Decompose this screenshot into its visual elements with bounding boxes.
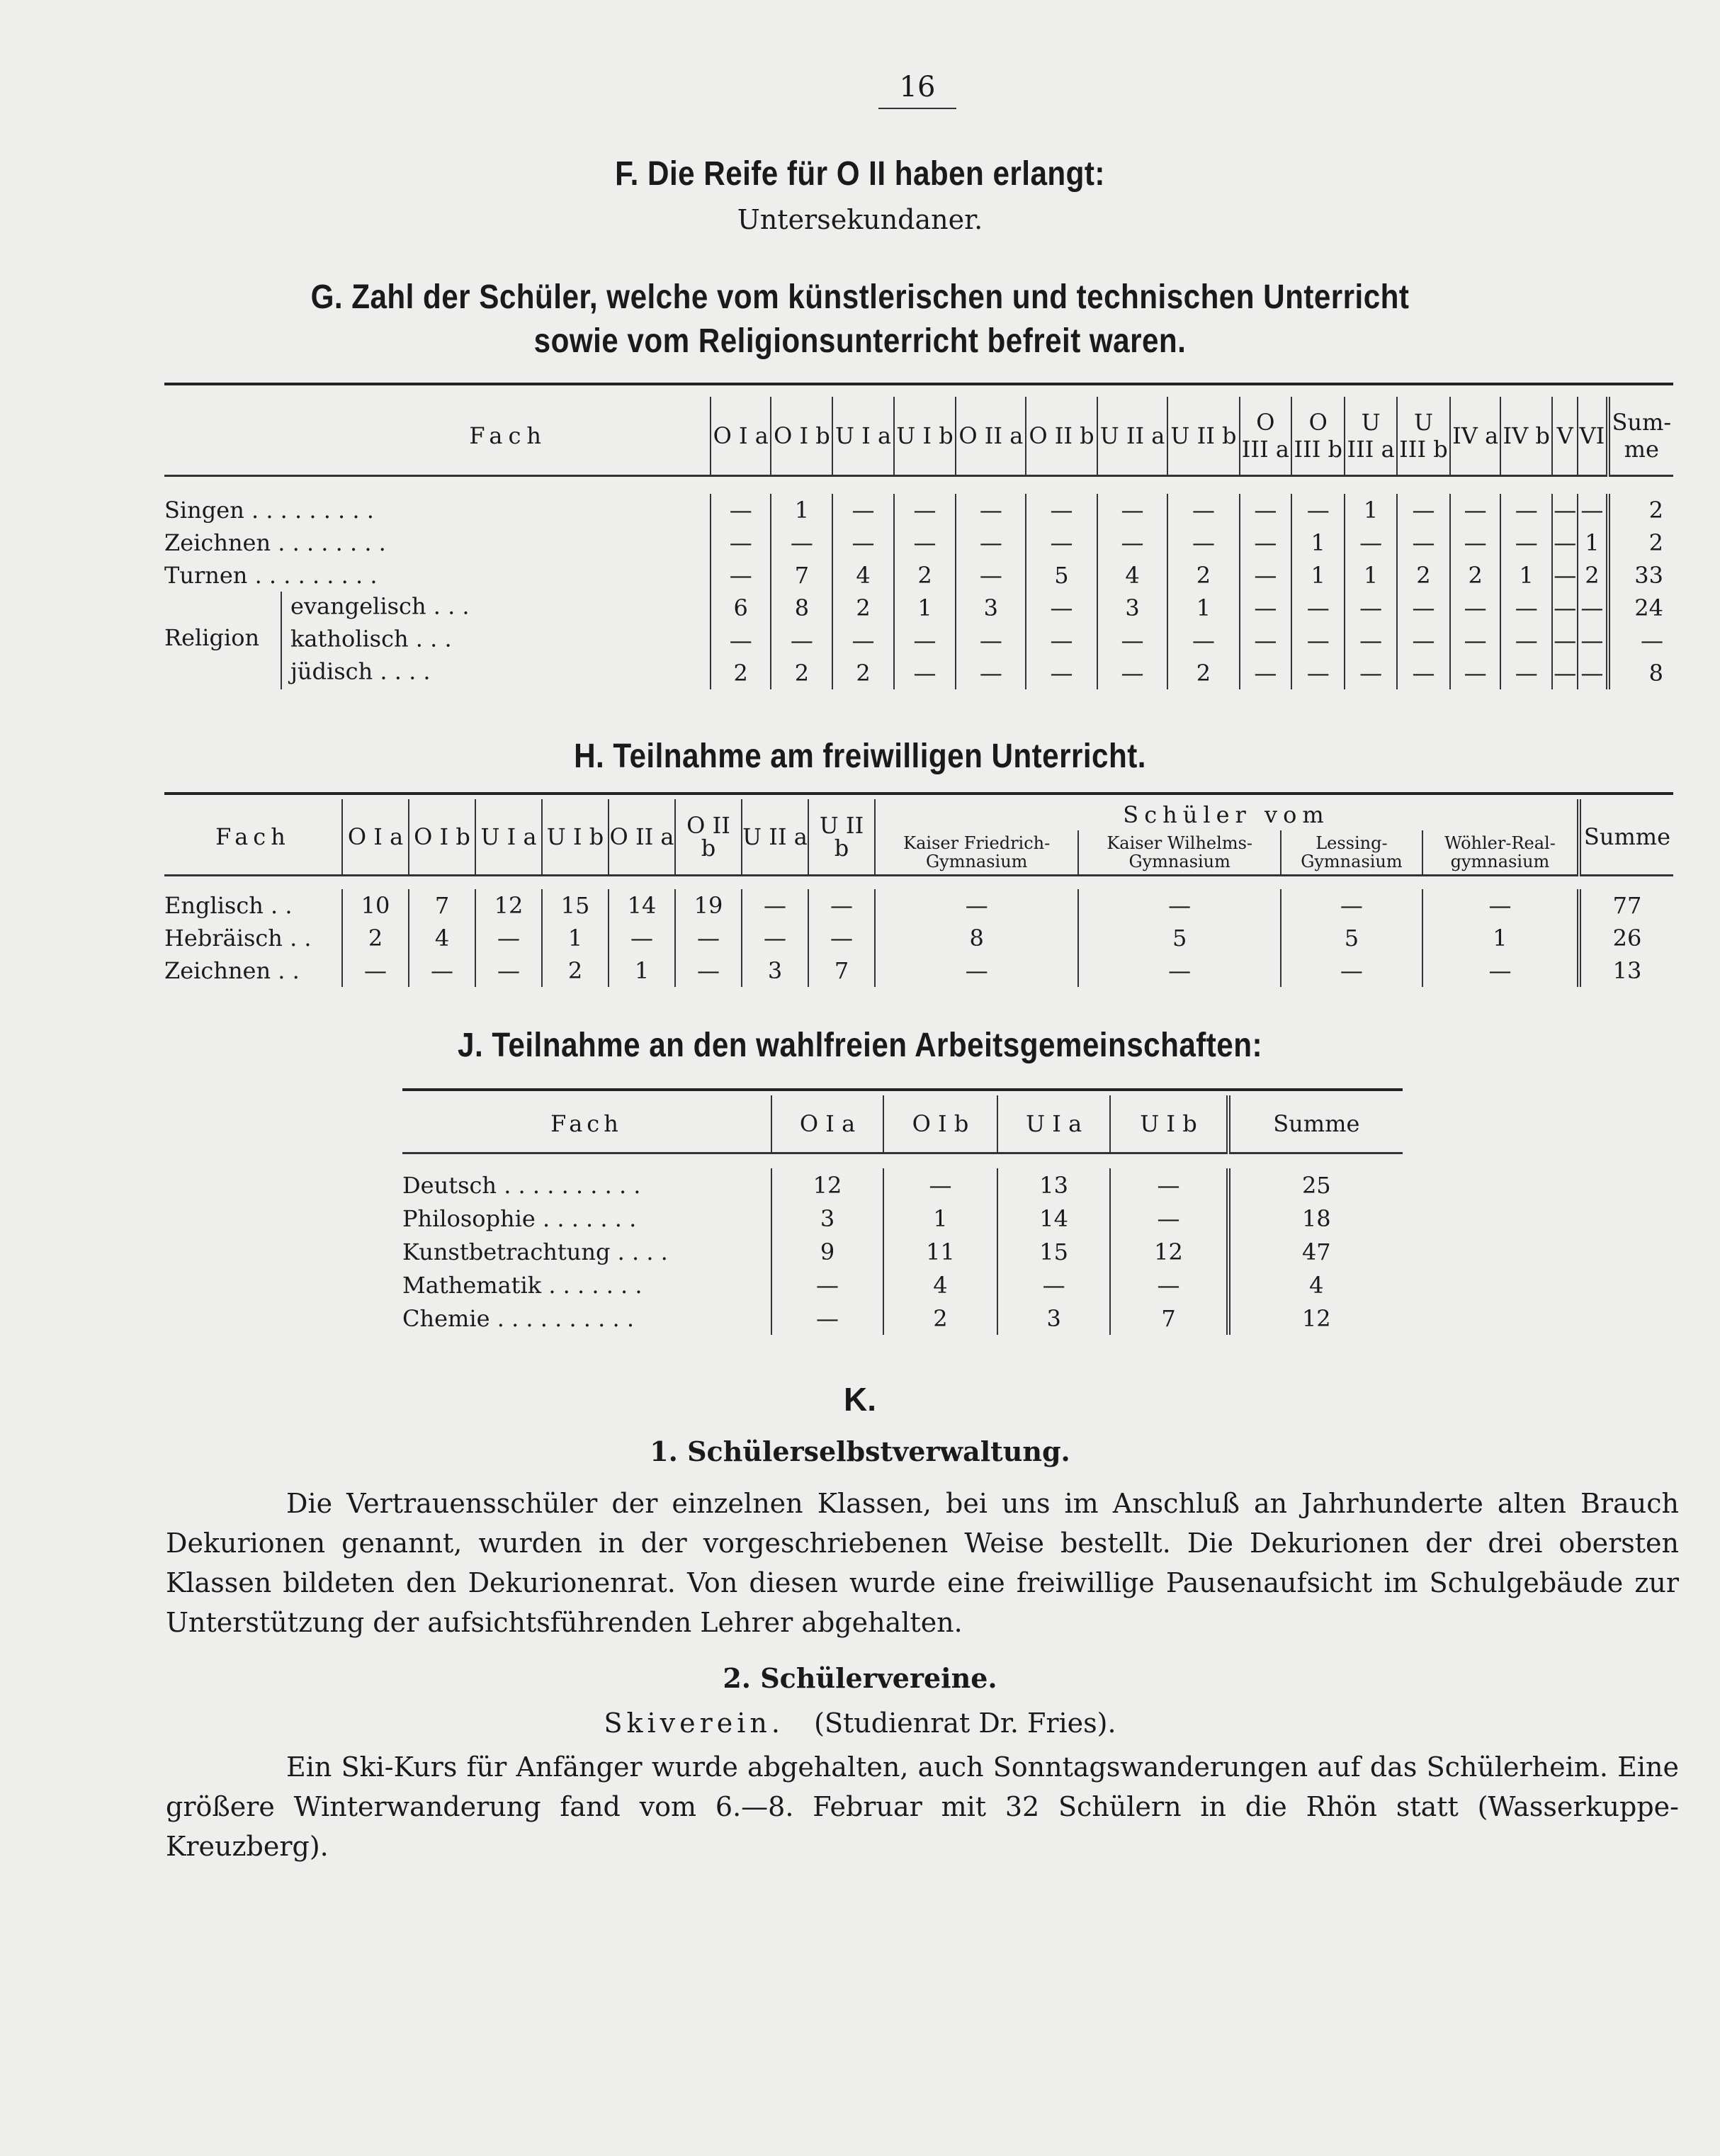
- table-cell: 2: [894, 559, 956, 592]
- table-row: [164, 624, 1673, 657]
- table-cell: 11: [883, 1235, 997, 1268]
- table-cell: —: [711, 494, 771, 526]
- column-header: IV a: [1450, 397, 1500, 476]
- table-cell-sum: 2: [1608, 494, 1673, 526]
- table-cell: 2: [771, 657, 832, 689]
- table-cell: 1: [1291, 526, 1345, 559]
- row-group-label: Religion: [164, 624, 260, 651]
- table-j-top-rule: [402, 1088, 1403, 1091]
- table-cell: —: [342, 954, 409, 987]
- brace-line: [281, 592, 282, 624]
- table-cell: —: [1397, 592, 1450, 624]
- table-cell: 1: [894, 592, 956, 624]
- table-cell: 2: [1450, 559, 1500, 592]
- column-header-school: Kaiser Friedrich- Gymnasium: [875, 830, 1078, 876]
- table-cell: 4: [883, 1268, 997, 1302]
- table-cell: —: [1552, 624, 1578, 657]
- table-cell: —: [894, 624, 956, 657]
- table-cell: 1: [1578, 526, 1607, 559]
- ski-club-leader: (Studienrat Dr. Fries).: [814, 1708, 1116, 1739]
- column-header-schueler-vom: Schüler vom: [875, 799, 1579, 830]
- table-row: [164, 922, 1673, 954]
- section-k-heading: K.: [844, 1381, 876, 1418]
- column-header: U II a: [1097, 397, 1168, 476]
- table-cell: —: [409, 954, 475, 987]
- table-cell: 15: [542, 889, 609, 922]
- table-g-body: [164, 476, 1673, 690]
- table-g: [164, 397, 1673, 689]
- table-cell: —: [1097, 657, 1168, 689]
- table-row: [164, 494, 1673, 526]
- row-label: [164, 657, 711, 689]
- table-cell: 1: [542, 922, 609, 954]
- column-header-summe: Sum- me: [1608, 397, 1673, 476]
- table-row: [402, 1168, 1403, 1202]
- table-cell: 1: [1345, 559, 1397, 592]
- table-row: [164, 526, 1673, 559]
- table-cell: —: [1450, 657, 1500, 689]
- section-k-sub2-paragraph: Ein Ski-Kurs für Anfänger wurde abgehalten, auch Sonntagswanderungen auf das Schülerheim. Eine größere Winterwanderung fand vom 6.—8. Februar mit 32 Schülern in die Rhön statt (Wasserkuppe-Kreuzberg).: [166, 1751, 1679, 1862]
- section-f-text: Untersekundaner.: [737, 204, 983, 235]
- table-cell: —: [771, 624, 832, 657]
- section-h-heading: H. Teilnahme am freiwilligen Unterricht.: [574, 738, 1146, 775]
- column-header: U I b: [542, 799, 609, 876]
- column-header-school: Wöhler-Real- gymnasium: [1422, 830, 1579, 876]
- table-cell: —: [475, 954, 542, 987]
- table-cell: —: [1552, 559, 1578, 592]
- table-cell: —: [771, 1268, 883, 1302]
- table-cell-sum: 33: [1608, 559, 1673, 592]
- ski-club-line: [0, 1708, 1720, 1739]
- table-cell: 3: [956, 592, 1026, 624]
- table-cell: —: [1397, 494, 1450, 526]
- section-f-heading: F. Die Reife für O II haben erlangt:: [615, 155, 1105, 193]
- table-cell-school: —: [1078, 889, 1281, 922]
- table-row: [164, 889, 1673, 922]
- table-cell: —: [1345, 526, 1397, 559]
- table-row: [164, 592, 1673, 624]
- table-cell: —: [956, 526, 1026, 559]
- table-row: [402, 1268, 1403, 1302]
- table-cell: —: [1578, 657, 1607, 689]
- column-header: O II b: [675, 799, 742, 876]
- table-g-top-rule: [164, 383, 1673, 385]
- column-header: Fach: [469, 422, 547, 449]
- table-cell: —: [1578, 494, 1607, 526]
- column-header-summe: Summe: [1228, 1095, 1403, 1153]
- table-cell: —: [1291, 657, 1345, 689]
- table-cell-school: —: [1422, 889, 1579, 922]
- table-cell: 7: [409, 889, 475, 922]
- table-cell: 2: [1578, 559, 1607, 592]
- table-cell: —: [1240, 526, 1292, 559]
- table-cell: —: [956, 624, 1026, 657]
- table-cell: 5: [1026, 559, 1097, 592]
- table-cell: —: [1500, 526, 1552, 559]
- column-header: U I a: [832, 397, 893, 476]
- column-header: U I a: [475, 799, 542, 876]
- table-cell: —: [997, 1268, 1111, 1302]
- column-header: O I b: [771, 397, 832, 476]
- table-j-header: [402, 1095, 1403, 1153]
- table-cell: —: [1240, 657, 1292, 689]
- table-cell: —: [771, 1302, 883, 1335]
- table-cell-sum: 24: [1608, 592, 1673, 624]
- table-cell: 4: [1097, 559, 1168, 592]
- column-header: O I a: [711, 397, 771, 476]
- table-cell: 9: [771, 1235, 883, 1268]
- column-header: Fach: [550, 1110, 623, 1137]
- table-cell: —: [1097, 494, 1168, 526]
- table-row: [164, 559, 1673, 592]
- table-cell-school: 1: [1422, 922, 1579, 954]
- table-cell-sum: 26: [1579, 922, 1673, 954]
- table-cell: —: [742, 922, 808, 954]
- table-cell: —: [1552, 657, 1578, 689]
- row-label: Kunstbetrachtung . . . .: [402, 1238, 668, 1265]
- table-cell: 7: [1110, 1302, 1228, 1335]
- column-header-summe: Summe: [1579, 799, 1673, 876]
- table-cell: —: [894, 657, 956, 689]
- column-header: VI: [1578, 397, 1607, 476]
- column-header: O I a: [771, 1095, 883, 1153]
- table-cell: —: [1291, 624, 1345, 657]
- table-cell: —: [808, 922, 875, 954]
- column-header: O I b: [409, 799, 475, 876]
- row-label: Philosophie . . . . . . .: [402, 1204, 637, 1232]
- table-cell: —: [1097, 526, 1168, 559]
- table-cell: —: [1026, 526, 1097, 559]
- table-cell: —: [1397, 526, 1450, 559]
- table-cell: 2: [542, 954, 609, 987]
- page-number-rule: [878, 108, 956, 109]
- table-cell: —: [894, 526, 956, 559]
- row-label-text: jüdisch . . . .: [290, 657, 431, 685]
- table-cell: —: [1450, 494, 1500, 526]
- table-cell: —: [1578, 624, 1607, 657]
- table-cell-sum: 77: [1579, 889, 1673, 922]
- table-cell: —: [1240, 592, 1292, 624]
- table-cell: —: [1500, 657, 1552, 689]
- column-header: V: [1552, 397, 1578, 476]
- column-header: IV b: [1500, 397, 1552, 476]
- column-header: U I b: [894, 397, 956, 476]
- table-cell: —: [1500, 494, 1552, 526]
- table-cell: 1: [1500, 559, 1552, 592]
- table-cell: 2: [883, 1302, 997, 1335]
- table-row: [164, 954, 1673, 987]
- table-cell: —: [1450, 592, 1500, 624]
- table-cell: 3: [1097, 592, 1168, 624]
- row-label: Turnen . . . . . . . . .: [164, 562, 378, 589]
- table-cell: 14: [997, 1202, 1111, 1235]
- column-header: O I b: [883, 1095, 997, 1153]
- table-cell: —: [1026, 494, 1097, 526]
- table-cell: —: [1110, 1202, 1228, 1235]
- table-cell: 1: [771, 494, 832, 526]
- brace-line: [281, 657, 282, 689]
- table-cell: 12: [1110, 1235, 1228, 1268]
- table-cell: —: [894, 494, 956, 526]
- table-cell-school: —: [1422, 954, 1579, 987]
- section-k-sub1-paragraph: Die Vertrauensschüler der einzelnen Klassen, bei uns im Anschluß an Jahrhunderte alten Brauch Dekurionen genannt, wurden in der vorgeschriebenen Weise bestellt. Die Dekurionen der drei obersten Klassen bildeten den Dekurionenrat. Von diesen wurde eine freiwillige Pausenaufsicht im Schulgebäude zur Unterstützung der aufsichtsführenden Lehrer abgehalten.: [166, 1488, 1679, 1638]
- table-h-top-rule: [164, 792, 1673, 795]
- table-cell: —: [1110, 1168, 1228, 1202]
- table-cell: —: [1291, 494, 1345, 526]
- table-cell: 3: [742, 954, 808, 987]
- column-header: U III a: [1345, 397, 1397, 476]
- table-cell: —: [832, 624, 893, 657]
- column-header: O II a: [956, 397, 1026, 476]
- row-label: Mathematik . . . . . . .: [402, 1271, 643, 1299]
- table-cell: —: [609, 922, 675, 954]
- table-cell: —: [1552, 526, 1578, 559]
- table-row: [402, 1202, 1403, 1235]
- column-header: U I b: [1110, 1095, 1228, 1153]
- table-cell: —: [1397, 657, 1450, 689]
- column-header: U II b: [808, 799, 875, 876]
- row-label: Englisch . .: [164, 892, 293, 919]
- table-cell: —: [1026, 657, 1097, 689]
- table-cell: —: [1167, 526, 1239, 559]
- column-header-school: Kaiser Wilhelms- Gymnasium: [1078, 830, 1281, 876]
- table-cell: 1: [1291, 559, 1345, 592]
- table-cell: —: [711, 624, 771, 657]
- table-cell: —: [1397, 624, 1450, 657]
- column-header: U II a: [742, 799, 808, 876]
- table-cell: 6: [711, 592, 771, 624]
- table-cell-sum: 8: [1608, 657, 1673, 689]
- column-header: O II a: [609, 799, 675, 876]
- table-j: [402, 1095, 1403, 1335]
- table-cell: 4: [409, 922, 475, 954]
- column-header: U III b: [1397, 397, 1450, 476]
- table-cell: —: [1345, 624, 1397, 657]
- section-k-sub2-text: [166, 1747, 1679, 1866]
- table-cell: —: [1167, 624, 1239, 657]
- table-cell: 3: [771, 1202, 883, 1235]
- table-cell-school: —: [1281, 954, 1422, 987]
- column-header-school: Lessing- Gymnasium: [1281, 830, 1422, 876]
- table-cell: —: [1240, 559, 1292, 592]
- row-label-text: katholisch . . .: [290, 625, 452, 653]
- table-cell: —: [1552, 592, 1578, 624]
- page-number: 16: [899, 71, 936, 103]
- row-label: Zeichnen . .: [164, 957, 300, 984]
- table-cell: 2: [1167, 559, 1239, 592]
- table-cell-sum: 25: [1228, 1168, 1403, 1202]
- table-cell: —: [475, 922, 542, 954]
- table-cell-sum: 4: [1228, 1268, 1403, 1302]
- section-j-heading: J. Teilnahme an den wahlfreien Arbeitsgemeinschaften:: [458, 1027, 1262, 1064]
- table-g-header: [164, 397, 1673, 476]
- table-row: [402, 1302, 1403, 1335]
- table-cell: 12: [771, 1168, 883, 1202]
- table-cell: —: [1110, 1268, 1228, 1302]
- table-cell: —: [956, 494, 1026, 526]
- table-cell: —: [771, 526, 832, 559]
- table-cell: 8: [771, 592, 832, 624]
- brace-line: [281, 624, 282, 657]
- table-cell: —: [1578, 592, 1607, 624]
- section-g-heading-line2: sowie vom Religionsunterricht befreit waren.: [533, 322, 1187, 360]
- table-cell: 12: [475, 889, 542, 922]
- table-cell: 2: [342, 922, 409, 954]
- table-cell: 19: [675, 889, 742, 922]
- table-cell: —: [1240, 624, 1292, 657]
- table-cell-sum: 18: [1228, 1202, 1403, 1235]
- table-cell: —: [675, 922, 742, 954]
- column-header: Fach: [215, 823, 290, 850]
- section-g-heading-line1: G. Zahl der Schüler, welche vom künstlerischen und technischen Unterricht: [310, 278, 1410, 316]
- table-cell-sum: 13: [1579, 954, 1673, 987]
- table-cell-school: —: [875, 954, 1078, 987]
- table-cell-school: 5: [1078, 922, 1281, 954]
- table-cell: 14: [609, 889, 675, 922]
- row-label: Deutsch . . . . . . . . . .: [402, 1171, 641, 1199]
- table-row: [164, 657, 1673, 689]
- table-cell: —: [956, 559, 1026, 592]
- row-label: Singen . . . . . . . . .: [164, 497, 374, 524]
- table-h-body: [164, 876, 1673, 988]
- table-cell: —: [832, 526, 893, 559]
- table-cell: 7: [808, 954, 875, 987]
- table-cell: 1: [1345, 494, 1397, 526]
- table-cell: 2: [832, 657, 893, 689]
- table-cell-sum: —: [1608, 624, 1673, 657]
- table-cell: 1: [609, 954, 675, 987]
- table-h: [164, 799, 1673, 987]
- table-cell: 4: [832, 559, 893, 592]
- row-label: Zeichnen . . . . . . . .: [164, 529, 386, 556]
- row-label: Chemie . . . . . . . . . .: [402, 1304, 634, 1332]
- table-cell: —: [832, 494, 893, 526]
- table-cell: 2: [1397, 559, 1450, 592]
- table-cell-school: —: [875, 889, 1078, 922]
- table-cell: —: [1097, 624, 1168, 657]
- table-cell: 3: [997, 1302, 1111, 1335]
- table-h-header-row1: [164, 799, 1673, 830]
- row-label-text: evangelisch . . .: [290, 592, 470, 620]
- table-cell: —: [1345, 657, 1397, 689]
- table-cell: —: [711, 559, 771, 592]
- table-row: [402, 1235, 1403, 1268]
- table-cell: —: [742, 889, 808, 922]
- table-cell: 2: [832, 592, 893, 624]
- table-cell: —: [1167, 494, 1239, 526]
- table-cell-school: 8: [875, 922, 1078, 954]
- table-cell: —: [1500, 592, 1552, 624]
- table-cell: 2: [711, 657, 771, 689]
- table-cell-sum: 12: [1228, 1302, 1403, 1335]
- table-cell: 10: [342, 889, 409, 922]
- ski-club-label: Skiverein.: [604, 1708, 784, 1739]
- table-cell: —: [1240, 494, 1292, 526]
- table-cell-school: —: [1281, 889, 1422, 922]
- table-cell-sum: 2: [1608, 526, 1673, 559]
- table-j-body: [402, 1153, 1403, 1336]
- table-cell: —: [1450, 526, 1500, 559]
- table-cell: —: [883, 1168, 997, 1202]
- table-cell-school: —: [1078, 954, 1281, 987]
- row-label: Hebräisch . .: [164, 925, 312, 952]
- table-cell-sum: 47: [1228, 1235, 1403, 1268]
- table-cell: 2: [1167, 657, 1239, 689]
- section-k-sub2-heading: 2. Schülervereine.: [723, 1662, 997, 1694]
- table-cell: —: [1026, 592, 1097, 624]
- column-header: O III a: [1240, 397, 1292, 476]
- table-cell: —: [808, 889, 875, 922]
- column-header: O II b: [1026, 397, 1097, 476]
- table-cell: 7: [771, 559, 832, 592]
- table-cell: —: [1552, 494, 1578, 526]
- table-cell: —: [1345, 592, 1397, 624]
- column-header: U II b: [1167, 397, 1239, 476]
- table-cell: —: [1450, 624, 1500, 657]
- table-cell: —: [675, 954, 742, 987]
- column-header: U I a: [997, 1095, 1111, 1153]
- table-cell: —: [956, 657, 1026, 689]
- table-cell: 1: [1167, 592, 1239, 624]
- column-header: O III b: [1291, 397, 1345, 476]
- table-cell: 13: [997, 1168, 1111, 1202]
- section-k-sub1-text: [166, 1484, 1679, 1642]
- table-cell: —: [1291, 592, 1345, 624]
- table-cell: —: [1500, 624, 1552, 657]
- table-cell: —: [1026, 624, 1097, 657]
- table-cell-school: 5: [1281, 922, 1422, 954]
- table-cell: 15: [997, 1235, 1111, 1268]
- table-cell: —: [711, 526, 771, 559]
- column-header: O I a: [342, 799, 409, 876]
- table-cell: 1: [883, 1202, 997, 1235]
- section-k-sub1-heading: 1. Schülerselbstverwaltung.: [650, 1435, 1070, 1467]
